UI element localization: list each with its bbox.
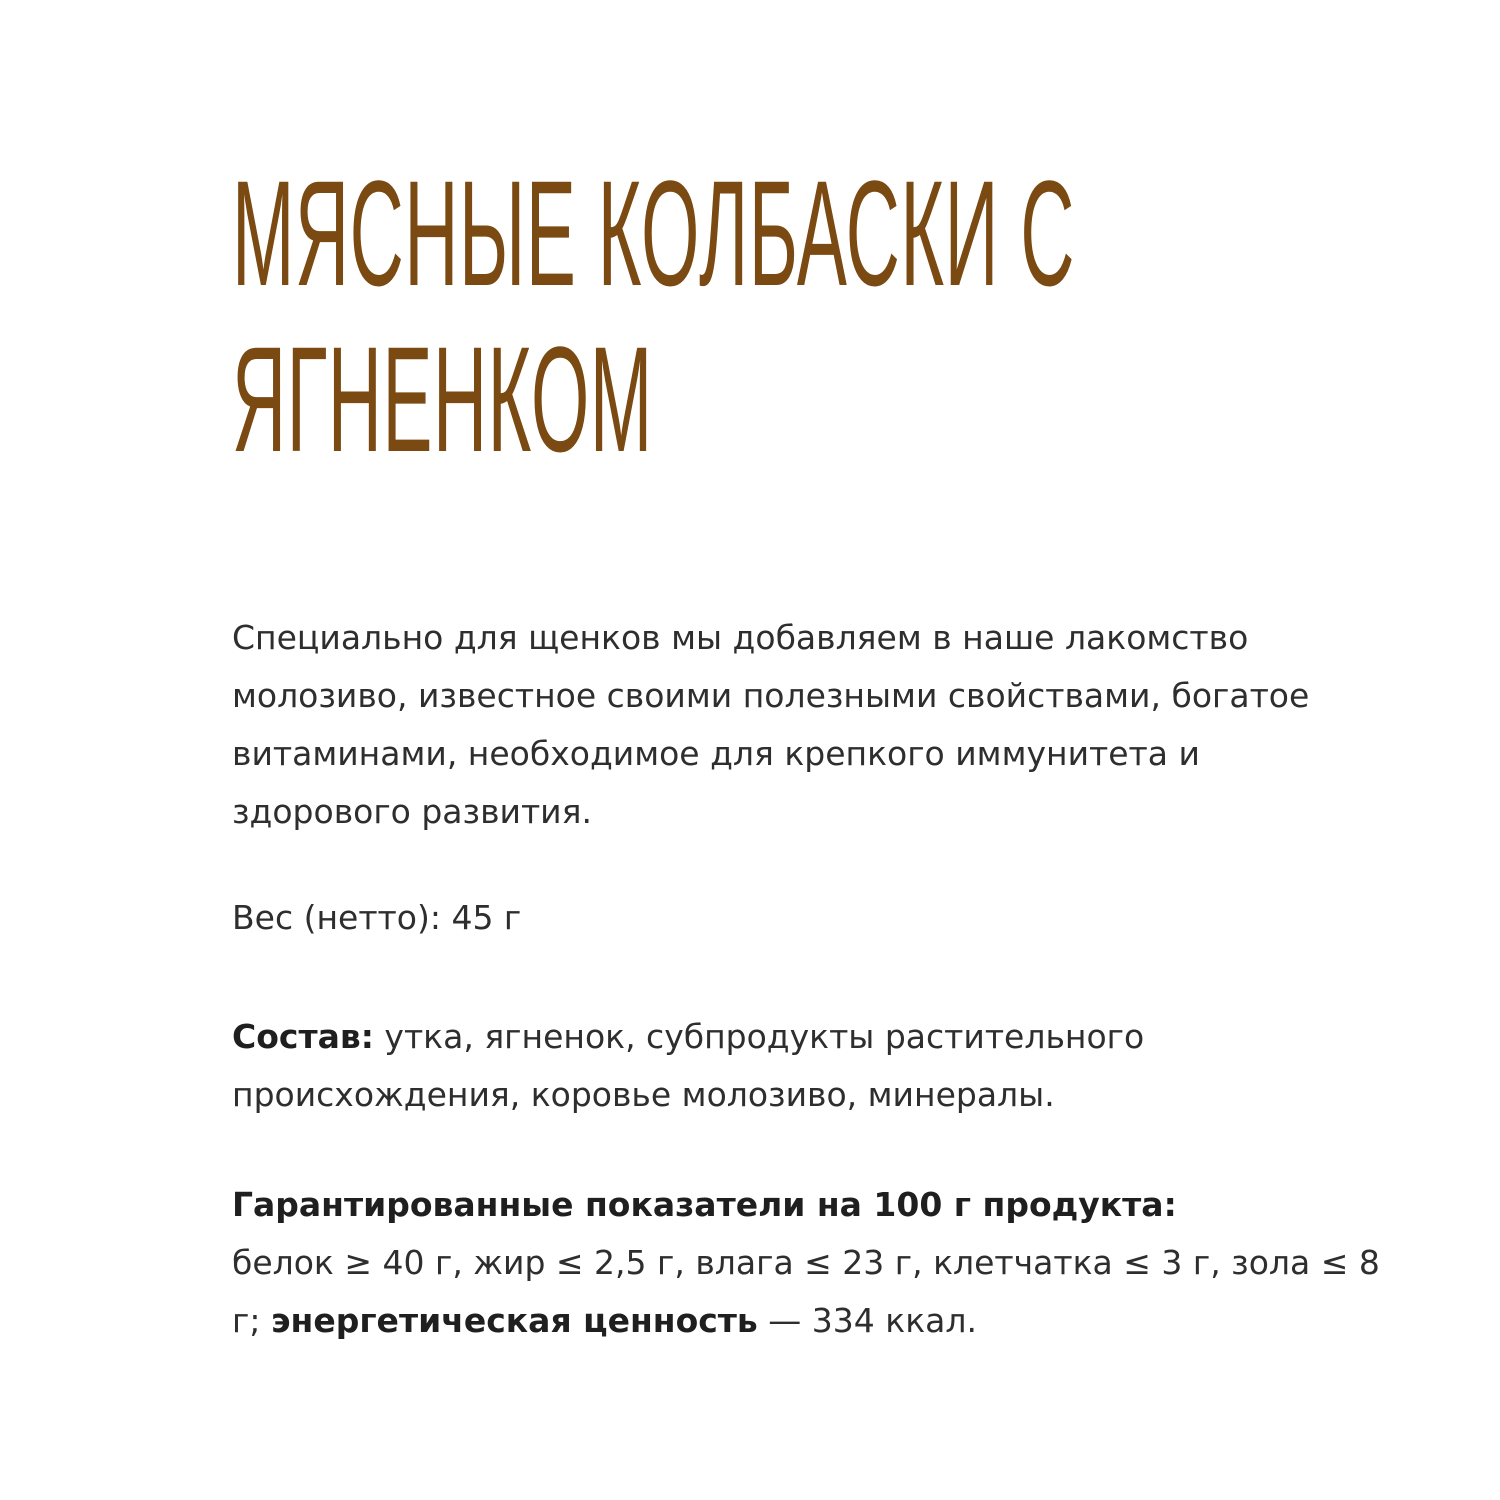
product-card <box>232 0 1392 1500</box>
product-description: Специально для щенков мы добавляем в наше лакомство молозиво, известное своими полезными свойствами, богатое витаминами, необходимое для крепкого иммунитета и здорового развития. <box>232 618 1310 831</box>
composition-label: Состав: <box>232 1017 374 1056</box>
energy-label: энергетическая ценность <box>270 1301 758 1340</box>
product-weight: Вес (нетто): 45 г <box>232 898 522 937</box>
product-title <box>232 150 1232 482</box>
product-title-line-1: МЯСНЫЕ КОЛБАСКИ С <box>232 149 1075 317</box>
product-title-line-2: ЯГНЕНКОМ <box>232 315 653 483</box>
energy-value: — 334 ккал. <box>757 1301 977 1340</box>
guaranteed-values <box>232 1176 1382 1350</box>
composition-text: утка, ягненок, субпродукты растительного происхождения, коровье молозиво, минералы. <box>232 1017 1145 1114</box>
product-composition <box>232 1008 1382 1124</box>
guaranteed-label: Гарантированные показатели на 100 г продукта: <box>232 1185 1177 1224</box>
guaranteed-values-text: белок ≥ 40 г, жир ≤ 2,5 г, влага ≤ 23 г, клетчатка ≤ 3 г, зола ≤ 8 г; <box>232 1243 1380 1340</box>
